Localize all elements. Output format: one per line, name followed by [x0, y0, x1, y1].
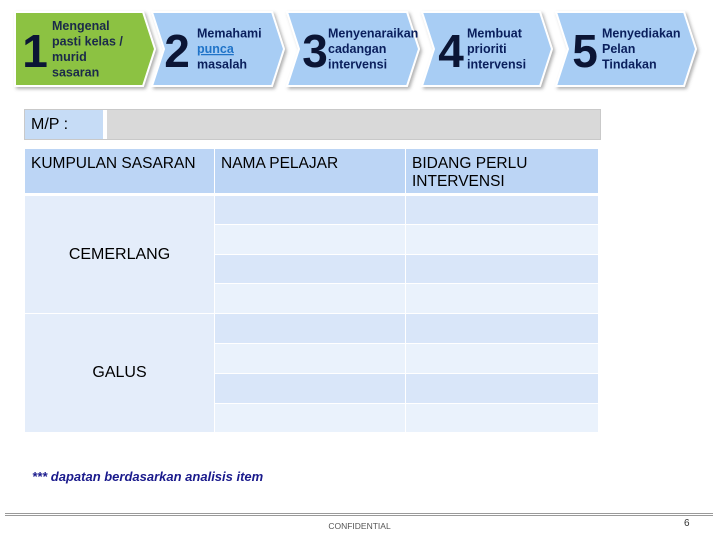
step-1 — [15, 12, 155, 86]
step-5 — [556, 12, 696, 86]
table-cell-bidang[interactable] — [406, 254, 599, 284]
step-4 — [422, 12, 552, 86]
mp-field — [24, 109, 601, 140]
step-label-line: sasaran — [52, 65, 100, 80]
step-2 — [152, 12, 284, 86]
step-label-line: Menyenaraikan — [328, 26, 419, 41]
page-number: 6 — [684, 518, 690, 529]
table-cell-nama[interactable] — [215, 284, 406, 314]
header-kumpulan-sasaran: KUMPULAN SASARAN — [25, 149, 215, 195]
step-label-line: masalah — [197, 57, 248, 72]
step-label-line: Menyediakan — [602, 26, 681, 41]
table-cell-bidang[interactable] — [406, 224, 599, 254]
header-bidang-perlu-intervensi: BIDANG PERLU INTERVENSI — [406, 149, 599, 195]
table-cell-nama[interactable] — [215, 224, 406, 254]
step-label-line: cadangan — [328, 42, 387, 56]
step-label-line: punca — [197, 42, 234, 56]
footer-divider — [5, 513, 713, 516]
table-cell-nama[interactable] — [215, 195, 406, 225]
table-row — [25, 314, 599, 344]
table-cell-nama[interactable] — [215, 314, 406, 344]
table-cell-nama[interactable] — [215, 254, 406, 284]
step-number: 2 — [164, 25, 190, 77]
table-cell-bidang[interactable] — [406, 403, 599, 433]
step-label-line: murid — [52, 49, 87, 64]
mp-label: M/P : — [25, 110, 107, 139]
group-cemerlang: CEMERLANG — [25, 195, 215, 314]
process-steps-banner — [0, 0, 719, 96]
table-cell-bidang[interactable] — [406, 195, 599, 225]
table-cell-bidang[interactable] — [406, 373, 599, 403]
step-number: 3 — [302, 25, 328, 77]
step-number: 5 — [572, 25, 598, 77]
step-label-line: Pelan — [602, 42, 636, 56]
step-number: 1 — [22, 25, 48, 77]
step-label-line: Tindakan — [602, 57, 657, 72]
group-galus: GALUS — [25, 314, 215, 433]
step-label-line: Membuat — [467, 26, 522, 41]
step-label-line: Mengenal — [52, 18, 110, 33]
table-cell-bidang[interactable] — [406, 284, 599, 314]
step-label-line: intervensi — [467, 57, 527, 72]
table-cell-nama[interactable] — [215, 373, 406, 403]
analysis-note: *** dapatan berdasarkan analisis item — [32, 469, 264, 484]
target-group-table — [24, 148, 599, 433]
table-cell-nama[interactable] — [215, 403, 406, 433]
step-label-line: intervensi — [328, 57, 388, 72]
table-cell-bidang[interactable] — [406, 314, 599, 344]
step-number: 4 — [438, 25, 464, 77]
table-cell-nama[interactable] — [215, 343, 406, 373]
header-nama-pelajar: NAMA PELAJAR — [215, 149, 406, 195]
step-3 — [287, 12, 419, 86]
table-row — [25, 195, 599, 225]
step-label-line: pasti kelas / — [52, 34, 123, 49]
table-cell-bidang[interactable] — [406, 343, 599, 373]
confidential-label: CONFIDENTIAL — [328, 521, 391, 531]
step-label-line: prioriti — [467, 42, 507, 56]
step-label-line: Memahami — [197, 26, 262, 41]
